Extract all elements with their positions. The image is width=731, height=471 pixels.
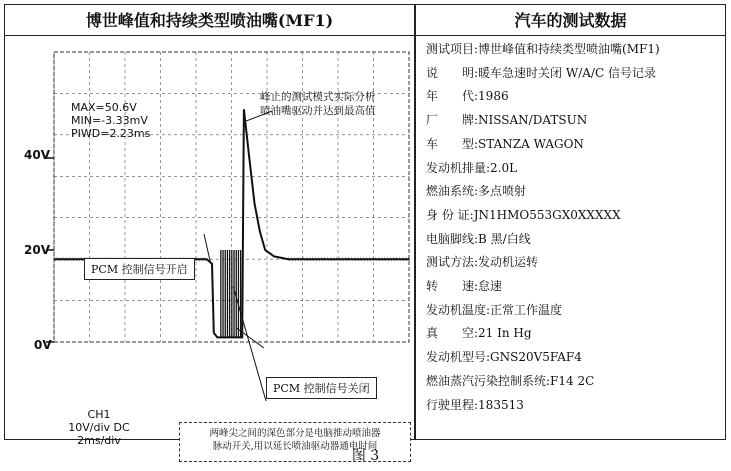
channel-time-scale: 2ms/div	[77, 434, 121, 447]
info-row	[426, 38, 660, 60]
info-row-value: 21 In Hg	[478, 326, 532, 341]
info-row-value: 发动机运转	[478, 255, 539, 270]
info-row-key: 真 空:	[426, 326, 479, 341]
info-row-key: 发动机型号:	[426, 350, 491, 365]
info-row-key: 测试方法:	[426, 255, 479, 270]
info-row-key: 燃油系统:	[426, 184, 479, 199]
info-row-value: B 黑/白线	[478, 231, 531, 246]
info-row-key: 发动机温度:	[426, 302, 491, 317]
info-row-value: STANZA WAGON	[478, 136, 584, 151]
info-row-key: 车 型:	[426, 136, 479, 151]
info-row-key: 身 份 证:	[426, 207, 474, 222]
info-row-value: 1986	[478, 89, 509, 104]
pcm-signal-off-label: PCM 控制信号关闭	[266, 377, 377, 399]
info-row-key: 年 代:	[426, 89, 479, 104]
channel-settings	[62, 408, 136, 447]
info-row-value: JN1HMO553GX0XXXXX	[473, 207, 621, 222]
info-row-key: 发动机排量:	[426, 160, 491, 175]
figure-caption: 图 3	[351, 448, 380, 464]
bottom-note-arrow	[233, 287, 266, 401]
info-row	[426, 299, 562, 321]
info-row-value: F14 2C	[550, 373, 595, 388]
info-row	[426, 109, 587, 131]
info-row-value: 怠速	[478, 279, 503, 293]
y-label-0v: 0V	[34, 338, 52, 352]
info-row-value: 暖车急速时关闭 W/A/C 信号记录	[478, 65, 656, 80]
info-row	[426, 85, 509, 107]
info-row	[426, 370, 594, 392]
info-row-key: 厂 牌:	[426, 113, 479, 128]
info-row	[426, 346, 582, 368]
top-note-line: 峰止的测试模式实际分析	[260, 91, 376, 103]
info-row-value: 多点喷射	[478, 184, 527, 199]
top-note-line: 喷油嘴驱动并达到最高值	[260, 105, 376, 117]
info-row	[426, 180, 526, 202]
info-row-value: 博世峰值和持续类型喷油嘴(MF1)	[478, 42, 660, 56]
pcm-signal-on-label: PCM 控制信号开启	[84, 258, 195, 280]
y-label-20v: 20V	[24, 243, 50, 257]
top-note	[260, 90, 376, 118]
channel-volt-scale: 10V/div DC	[68, 421, 130, 434]
info-row	[426, 228, 531, 250]
info-row-key: 说 明:	[426, 65, 479, 80]
info-row	[426, 62, 656, 84]
info-row-key: 测试项目:	[426, 42, 479, 56]
info-row-value: 2.0L	[490, 160, 518, 175]
info-row	[426, 322, 532, 344]
info-row	[426, 394, 524, 416]
info-row-key: 转 速:	[426, 279, 479, 293]
stat-min: MIN=-3.33mV	[71, 114, 148, 127]
stat-max: MAX=50.6V	[71, 101, 137, 114]
channel-name: CH1	[87, 408, 111, 421]
stat-piwd: PIWD=2.23ms	[71, 127, 151, 140]
bottom-note-line: 脉动开关,用以延长喷油驱动器通电时间	[212, 441, 378, 452]
y-label-40v: 40V	[24, 148, 50, 162]
measurement-stats	[71, 101, 150, 140]
info-row	[426, 157, 517, 179]
info-row-value: GNS20V5FAF4	[490, 350, 582, 365]
bottom-note-line: 两峰尖之间的深色部分是电脑推动喷油器	[209, 428, 381, 439]
info-row-value: 正常工作温度	[490, 302, 563, 317]
info-row-key: 燃油蒸汽污染控制系统:	[426, 373, 551, 388]
pcm-on-arrow	[204, 234, 210, 262]
info-panel-title: 汽车的测试数据	[415, 4, 726, 36]
info-row-value: 183513	[478, 397, 524, 412]
info-row-value: NISSAN/DATSUN	[478, 113, 588, 128]
oscilloscope-panel	[4, 36, 415, 452]
chart-title: 博世峰值和持续类型喷油嘴(MF1)	[4, 4, 415, 36]
info-row-key: 电脑脚线:	[426, 231, 479, 246]
info-row	[426, 204, 621, 226]
info-row	[426, 133, 584, 155]
info-row-key: 行驶里程:	[426, 397, 479, 412]
info-row	[426, 275, 502, 297]
info-row	[426, 251, 538, 273]
